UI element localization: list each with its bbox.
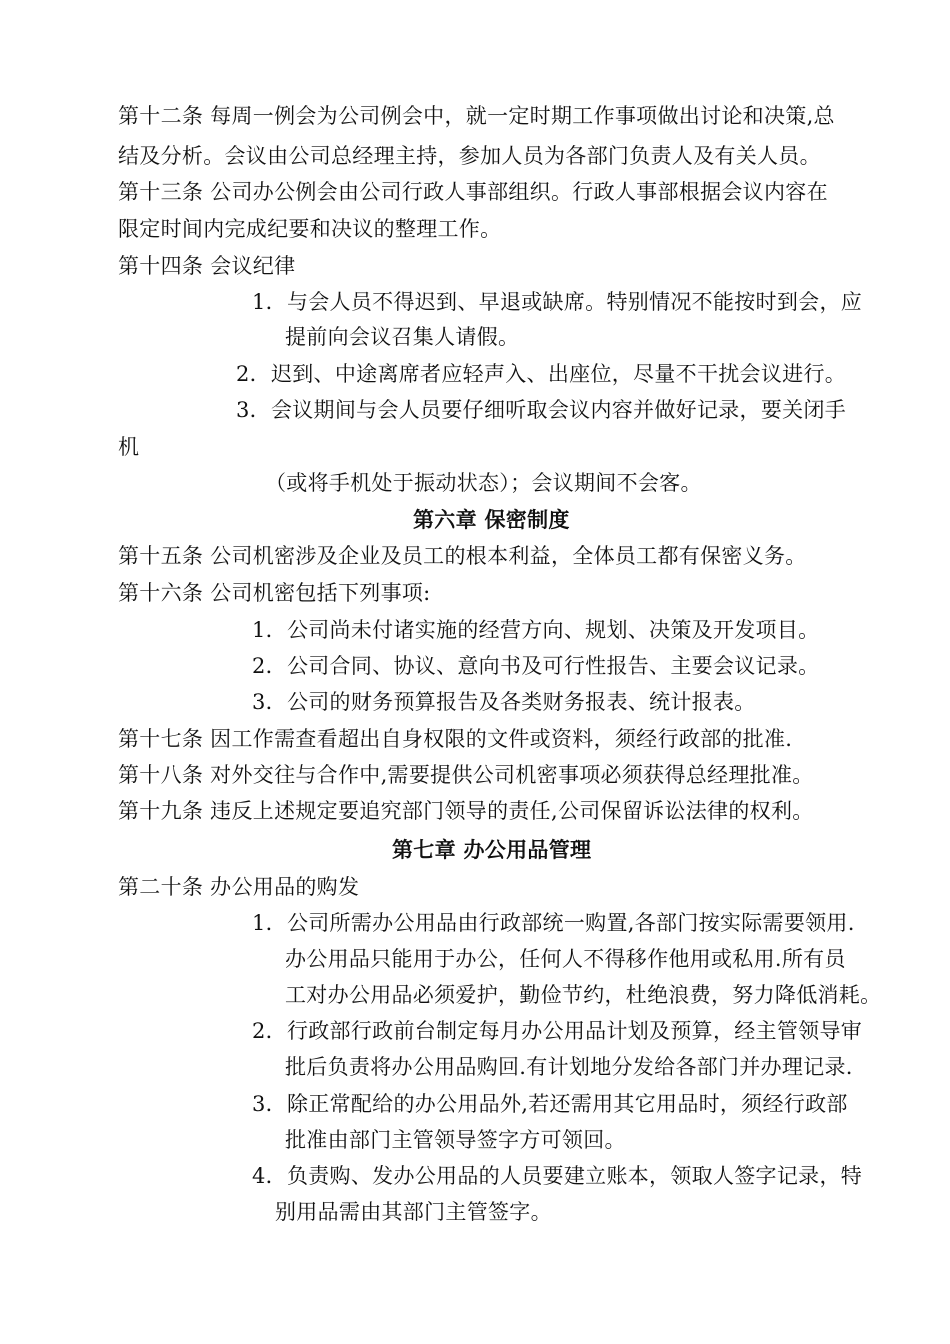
article-16-item-2: 2．公司合同、协议、意向书及可行性报告、主要会议记录。 <box>252 654 820 678</box>
article-20-item-2-line-1: 2．行政部行政前台制定每月办公用品计划及预算，经主管领导审 <box>252 1019 863 1043</box>
article-20-item-3-line-2: 批准由部门主管领导签字方可领回。 <box>285 1128 626 1152</box>
article-18: 第十八条 对外交往与合作中,需要提供公司机密事项必须获得总经理批准。 <box>118 763 814 787</box>
article-20-item-2-line-2: 批后负责将办公用品购回.有计划地分发给各部门并办理记录. <box>285 1055 853 1079</box>
article-14-item-3-line-2: 机 <box>118 435 140 459</box>
article-20-item-1-line-2: 办公用品只能用于办公，任何人不得移作他用或私用.所有员 <box>285 947 846 971</box>
article-12-line-1: 第十二条 每周一例会为公司例会中，就一定时期工作事项做出讨论和决策,总 <box>118 104 835 128</box>
article-20-item-1-line-3: 工对办公用品必须爱护，勤俭节约，杜绝浪费，努力降低消耗。 <box>285 983 882 1007</box>
article-14-item-2: 2．迟到、中途离席者应轻声入、出座位，尽量不干扰会议进行。 <box>236 362 847 386</box>
article-14-item-3-line-1: 3．会议期间与会人员要仔细听取会议内容并做好记录，要关闭手 <box>236 398 847 422</box>
article-13-line-1: 第十三条 公司办公例会由公司行政人事部组织。行政人事部根据会议内容在 <box>118 180 828 204</box>
article-16-item-3: 3．公司的财务预算报告及各类财务报表、统计报表。 <box>252 690 756 714</box>
article-20-item-4-line-1: 4．负责购、发办公用品的人员要建立账本，领取人签字记录，特 <box>252 1164 863 1188</box>
article-20-item-1-line-1: 1．公司所需办公用品由行政部统一购置,各部门按实际需要领用. <box>252 911 855 935</box>
article-14-item-1-line-2: 提前向会议召集人请假。 <box>285 325 520 349</box>
article-12-line-2: 结及分析。会议由公司总经理主持，参加人员为各部门负责人及有关人员。 <box>118 144 821 168</box>
article-20-heading: 第二十条 办公用品的购发 <box>118 875 360 899</box>
article-16-item-1: 1．公司尚未付诸实施的经营方向、规划、决策及开发项目。 <box>252 618 820 642</box>
article-19: 第十九条 违反上述规定要追究部门领导的责任,公司保留诉讼法律的权利。 <box>118 799 814 823</box>
article-15: 第十五条 公司机密涉及企业及员工的根本利益，全体员工都有保密义务。 <box>118 544 807 568</box>
chapter-7-title: 第七章 办公用品管理 <box>392 837 592 862</box>
article-14-item-1-line-1: 1．与会人员不得迟到、早退或缺席。特别情况不能按时到会，应 <box>252 290 863 314</box>
article-16-heading: 第十六条 公司机密包括下列事项: <box>118 581 431 605</box>
article-13-line-2: 限定时间内完成纪要和决议的整理工作。 <box>118 217 502 241</box>
article-20-item-4-line-2: 别用品需由其部门主管签字。 <box>275 1200 552 1224</box>
article-14-heading: 第十四条 会议纪律 <box>118 254 296 278</box>
article-20-item-3-line-1: 3．除正常配给的办公用品外,若还需用其它用品时，须经行政部 <box>252 1092 848 1116</box>
chapter-6-title: 第六章 保密制度 <box>413 507 570 532</box>
article-17: 第十七条 因工作需查看超出自身权限的文件或资料，须经行政部的批准. <box>118 727 793 751</box>
article-14-item-3-line-3: （或将手机处于振动状态）；会议期间不会客。 <box>265 471 702 495</box>
